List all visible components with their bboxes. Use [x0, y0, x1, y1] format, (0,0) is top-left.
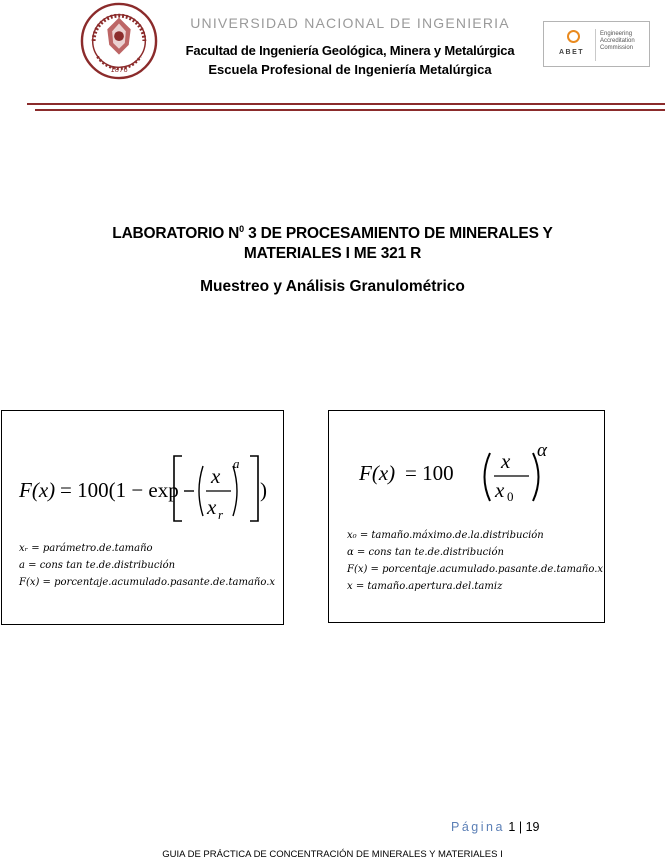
formula-box-gates-gaudin-schuhmann — [328, 410, 605, 623]
lab-subtitle: Muestreo y Análisis Granulométrico — [200, 278, 465, 295]
f2-definition: α = cons tan te.de.distribución — [347, 547, 504, 558]
f2-definition: x = tamaño.apertura.del.tamiz — [347, 581, 503, 592]
page-current: 1 — [508, 820, 516, 834]
title-line2: MATERIALES I ME 321 R — [243, 245, 422, 262]
title-line1-pre: LABORATORIO N — [112, 225, 240, 242]
formula-gates-gaudin-schuhmann — [329, 411, 606, 521]
abet-logo — [543, 21, 650, 67]
abet-ring-icon — [567, 30, 580, 43]
f2-definition: x₀ = tamaño.máximo.de.la.distribución — [347, 530, 544, 541]
formula-box-rosin-rammler — [1, 410, 284, 625]
f2-left-paren — [485, 453, 491, 501]
f1-lhs: F(x) — [19, 478, 56, 502]
footer-text: GUIA DE PRÁCTICA DE CONCENTRACIÓN DE MINERALES Y MATERIALES I — [162, 849, 503, 860]
f1-closing: ) — [260, 478, 267, 502]
f1-right-paren — [233, 466, 237, 516]
f2-frac-num: x — [501, 449, 511, 473]
f1-definition: a = cons tan te.de.distribución — [19, 560, 176, 571]
f1-frac-num: x — [211, 464, 221, 488]
f1-exponent: a — [233, 456, 240, 471]
f1-definitions — [19, 540, 275, 591]
title-superscript: 0 — [239, 224, 244, 234]
page-separator: | — [518, 820, 523, 834]
f2-lhs: F(x) — [359, 461, 396, 485]
f2-rhs: = 100 — [405, 461, 454, 485]
f2-exponent: α — [537, 440, 547, 461]
lab-title — [60, 219, 605, 264]
header-rule-bottom — [35, 109, 665, 111]
f1-definition: F(x) = porcentaje.acumulado.pasante.de.tamaño.x — [19, 577, 276, 588]
f1-frac-den: x — [207, 495, 217, 519]
f2-frac-den: x — [495, 478, 505, 502]
abet-description — [600, 31, 635, 52]
abet-line-2: Accreditation — [600, 38, 635, 44]
header-rule-top — [27, 103, 665, 105]
f1-frac-den-sub: r — [218, 507, 224, 522]
f1-right-bracket — [250, 456, 258, 521]
abet-separator — [595, 29, 596, 61]
abet-line-3: Commission — [600, 45, 634, 51]
school-name: Escuela Profesional de Ingeniería Metalúrgica — [208, 62, 492, 77]
f1-left-paren — [199, 466, 203, 516]
page-word: Página — [451, 820, 505, 834]
university-name: UNIVERSIDAD NACIONAL DE INGENIERIA — [190, 15, 510, 31]
seal-year: 1876 — [110, 66, 128, 75]
abet-line-1: Engineering — [600, 31, 633, 37]
page-total: 19 — [525, 820, 540, 834]
formula-rosin-rammler — [2, 411, 285, 541]
faculty-name: Facultad de Ingeniería Geológica, Minera y Metalúrgica — [185, 43, 515, 58]
f2-definition: F(x) = porcentaje.acumulado.pasante.de.tamaño.x — [347, 564, 604, 575]
title-line1-post: 3 DE PROCESAMIENTO DE MINERALES Y — [243, 225, 553, 242]
f2-definitions — [347, 527, 603, 595]
f2-frac-den-sub: 0 — [507, 489, 514, 504]
f1-rhs: = 100(1 − exp — [60, 478, 179, 502]
abet-word: ABET — [559, 49, 585, 56]
f1-definition: xᵣ = parámetro.de.tamaño — [19, 543, 153, 554]
university-seal-logo — [80, 2, 158, 80]
page-number — [451, 820, 540, 834]
